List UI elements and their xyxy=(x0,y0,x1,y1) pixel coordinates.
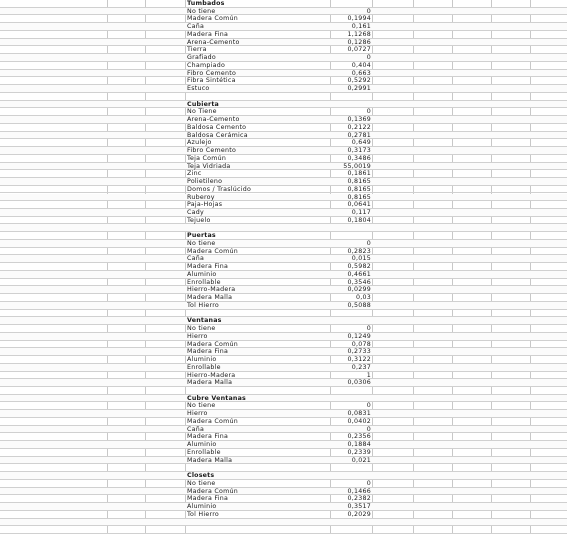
category-label-cell[interactable]: Madera Malla xyxy=(187,456,233,464)
section-header-row[interactable] xyxy=(0,101,567,109)
table-row[interactable] xyxy=(0,488,567,496)
category-label-cell[interactable]: Madera Malla xyxy=(187,379,233,387)
category-label-cell[interactable]: Madera Común xyxy=(187,340,238,348)
table-row[interactable] xyxy=(0,511,567,519)
table-row[interactable] xyxy=(0,116,567,124)
table-row[interactable] xyxy=(0,217,567,225)
coefficient-value-cell[interactable]: 0,3122 xyxy=(347,356,371,364)
coefficient-value-cell[interactable]: 0,8165 xyxy=(347,193,371,201)
coefficient-value-cell[interactable]: 0,078 xyxy=(351,340,371,348)
table-row[interactable] xyxy=(0,457,567,465)
empty-row[interactable] xyxy=(0,310,567,318)
coefficient-value-cell[interactable]: 0 xyxy=(366,325,371,333)
category-label-cell[interactable]: Enrollable xyxy=(187,363,221,371)
table-row[interactable] xyxy=(0,201,567,209)
coefficient-value-cell[interactable]: 0,3517 xyxy=(347,503,371,511)
category-label-cell[interactable]: Aluminio xyxy=(187,356,217,364)
category-label-cell[interactable]: Hierro xyxy=(187,332,208,340)
coefficient-value-cell[interactable]: 0 xyxy=(366,54,371,62)
coefficient-value-cell[interactable]: 0,161 xyxy=(351,23,371,31)
table-row[interactable] xyxy=(0,279,567,287)
coefficient-value-cell[interactable]: 0,5982 xyxy=(347,263,371,271)
table-row[interactable] xyxy=(0,356,567,364)
coefficient-value-cell[interactable]: 0,0299 xyxy=(347,286,371,294)
coefficient-value-cell[interactable]: 0,2339 xyxy=(347,448,371,456)
table-row[interactable] xyxy=(0,178,567,186)
table-row[interactable] xyxy=(0,495,567,503)
category-label-cell[interactable]: Ruberoy xyxy=(187,193,215,201)
category-label-cell[interactable]: No tiene xyxy=(187,7,216,15)
category-label-cell[interactable]: Teja Común xyxy=(187,154,227,162)
coefficient-value-cell[interactable]: 0,2356 xyxy=(347,433,371,441)
table-row[interactable] xyxy=(0,15,567,23)
coefficient-value-cell[interactable]: 0,1466 xyxy=(347,487,371,495)
section-title-cell[interactable]: Tumbados xyxy=(187,0,225,7)
category-label-cell[interactable]: Aluminio xyxy=(187,503,217,511)
table-row[interactable] xyxy=(0,147,567,155)
category-label-cell[interactable]: Madera Común xyxy=(187,487,238,495)
category-label-cell[interactable]: No tiene xyxy=(187,239,216,247)
table-row[interactable] xyxy=(0,54,567,62)
category-label-cell[interactable]: No tiene xyxy=(187,325,216,333)
table-row[interactable] xyxy=(0,170,567,178)
category-label-cell[interactable]: Fibro Cemento xyxy=(187,147,237,155)
table-row[interactable] xyxy=(0,23,567,31)
coefficient-value-cell[interactable]: 0 xyxy=(366,479,371,487)
category-label-cell[interactable]: Domos / Traslúcido xyxy=(187,185,252,193)
category-label-cell[interactable]: Madera Común xyxy=(187,247,238,255)
section-title-cell[interactable]: Ventanas xyxy=(187,317,222,325)
table-row[interactable] xyxy=(0,379,567,387)
coefficient-value-cell[interactable]: 0,0831 xyxy=(347,410,371,418)
table-row[interactable] xyxy=(0,46,567,54)
table-row[interactable] xyxy=(0,132,567,140)
category-label-cell[interactable]: Hierro-Madera xyxy=(187,371,236,379)
category-label-cell[interactable]: Fibro Cemento xyxy=(187,69,237,77)
category-label-cell[interactable]: Zinc xyxy=(187,170,202,178)
table-row[interactable] xyxy=(0,372,567,380)
coefficient-value-cell[interactable]: 0,0402 xyxy=(347,417,371,425)
coefficient-value-cell[interactable]: 0,1884 xyxy=(347,441,371,449)
table-row[interactable] xyxy=(0,402,567,410)
category-label-cell[interactable]: Polietileno xyxy=(187,178,223,186)
coefficient-value-cell[interactable]: 0,4661 xyxy=(347,270,371,278)
category-label-cell[interactable]: Tol Hierro xyxy=(187,510,220,518)
category-label-cell[interactable]: Grafiado xyxy=(187,54,217,62)
category-label-cell[interactable]: Madera Malla xyxy=(187,294,233,302)
category-label-cell[interactable]: Madera Fina xyxy=(187,263,229,271)
section-title-cell[interactable]: Puertas xyxy=(187,232,216,240)
coefficient-value-cell[interactable]: 1 xyxy=(366,371,371,379)
table-row[interactable] xyxy=(0,8,567,16)
category-label-cell[interactable]: Aluminio xyxy=(187,441,217,449)
table-row[interactable] xyxy=(0,286,567,294)
section-header-row[interactable] xyxy=(0,232,567,240)
table-row[interactable] xyxy=(0,62,567,70)
category-label-cell[interactable]: Madera Común xyxy=(187,417,238,425)
table-row[interactable] xyxy=(0,433,567,441)
table-row[interactable] xyxy=(0,418,567,426)
coefficient-value-cell[interactable]: 0,015 xyxy=(351,255,371,263)
coefficient-value-cell[interactable]: 0,1249 xyxy=(347,332,371,340)
table-row[interactable] xyxy=(0,77,567,85)
coefficient-value-cell[interactable]: 0,03 xyxy=(355,294,371,302)
table-row[interactable] xyxy=(0,155,567,163)
empty-row[interactable] xyxy=(0,93,567,101)
category-label-cell[interactable]: Hierro xyxy=(187,410,208,418)
coefficient-value-cell[interactable]: 0,2991 xyxy=(347,85,371,93)
table-row[interactable] xyxy=(0,410,567,418)
category-label-cell[interactable]: Estuco xyxy=(187,85,210,93)
category-label-cell[interactable]: Baldosa Cemento xyxy=(187,123,247,131)
coefficient-value-cell[interactable]: 0,2781 xyxy=(347,131,371,139)
category-label-cell[interactable]: Enrollable xyxy=(187,278,221,286)
coefficient-value-cell[interactable]: 0,2029 xyxy=(347,510,371,518)
category-label-cell[interactable]: Teja Vidriada xyxy=(187,162,231,170)
category-label-cell[interactable]: Hierro-Madera xyxy=(187,286,236,294)
category-label-cell[interactable]: Madera Común xyxy=(187,15,238,23)
section-header-row[interactable] xyxy=(0,317,567,325)
empty-row[interactable] xyxy=(0,224,567,232)
table-row[interactable] xyxy=(0,271,567,279)
table-row[interactable] xyxy=(0,480,567,488)
table-row[interactable] xyxy=(0,186,567,194)
table-row[interactable] xyxy=(0,333,567,341)
table-row[interactable] xyxy=(0,441,567,449)
section-header-row[interactable] xyxy=(0,395,567,403)
category-label-cell[interactable]: Arena-Cemento xyxy=(187,116,240,124)
coefficient-value-cell[interactable]: 0,0306 xyxy=(347,379,371,387)
coefficient-value-cell[interactable]: 1,1268 xyxy=(347,30,371,38)
coefficient-value-cell[interactable]: 0 xyxy=(366,108,371,116)
coefficient-value-cell[interactable]: 0,3173 xyxy=(347,147,371,155)
coefficient-value-cell[interactable]: 0 xyxy=(366,7,371,15)
category-label-cell[interactable]: Fibra Sintética xyxy=(187,77,236,85)
category-label-cell[interactable]: Champiado xyxy=(187,61,226,69)
coefficient-value-cell[interactable]: 0,0727 xyxy=(347,46,371,54)
table-row[interactable] xyxy=(0,255,567,263)
coefficient-value-cell[interactable]: 0 xyxy=(366,425,371,433)
coefficient-value-cell[interactable]: 55,0019 xyxy=(343,162,371,170)
table-row[interactable] xyxy=(0,294,567,302)
section-header-row[interactable] xyxy=(0,0,567,8)
table-row[interactable] xyxy=(0,341,567,349)
coefficient-value-cell[interactable]: 0,1861 xyxy=(347,170,371,178)
coefficient-value-cell[interactable]: 0,237 xyxy=(351,363,371,371)
coefficient-value-cell[interactable]: 0,1369 xyxy=(347,116,371,124)
category-label-cell[interactable]: Tol Hierro xyxy=(187,301,220,309)
coefficient-value-cell[interactable]: 0,8165 xyxy=(347,178,371,186)
coefficient-value-cell[interactable]: 0,1804 xyxy=(347,216,371,224)
coefficient-value-cell[interactable]: 0,2823 xyxy=(347,247,371,255)
table-row[interactable] xyxy=(0,248,567,256)
category-label-cell[interactable]: Caña xyxy=(187,23,205,31)
category-label-cell[interactable]: Caña xyxy=(187,255,205,263)
empty-row[interactable] xyxy=(0,519,567,527)
category-label-cell[interactable]: Madera Fina xyxy=(187,348,229,356)
category-label-cell[interactable]: Enrollable xyxy=(187,448,221,456)
category-label-cell[interactable]: Aluminio xyxy=(187,270,217,278)
coefficient-value-cell[interactable]: 0,117 xyxy=(351,208,371,216)
section-title-cell[interactable]: Cubre Ventanas xyxy=(187,394,247,402)
coefficient-value-cell[interactable]: 0,021 xyxy=(351,456,371,464)
table-row[interactable] xyxy=(0,263,567,271)
table-row[interactable] xyxy=(0,348,567,356)
table-row[interactable] xyxy=(0,163,567,171)
coefficient-value-cell[interactable]: 0,2382 xyxy=(347,495,371,503)
category-label-cell[interactable]: Paja-Hojas xyxy=(187,201,223,209)
coefficient-value-cell[interactable]: 0,3486 xyxy=(347,154,371,162)
table-row[interactable] xyxy=(0,31,567,39)
category-label-cell[interactable]: No tiene xyxy=(187,402,216,410)
coefficient-value-cell[interactable]: 0,649 xyxy=(351,139,371,147)
table-row[interactable] xyxy=(0,85,567,93)
category-label-cell[interactable]: No tiene xyxy=(187,479,216,487)
category-label-cell[interactable]: Madera Fina xyxy=(187,30,229,38)
coefficient-value-cell[interactable]: 0,2733 xyxy=(347,348,371,356)
table-row[interactable] xyxy=(0,194,567,202)
coefficient-value-cell[interactable]: 0,1994 xyxy=(347,15,371,23)
category-label-cell[interactable]: Cady xyxy=(187,208,204,216)
table-row[interactable] xyxy=(0,302,567,310)
category-label-cell[interactable]: Tierra xyxy=(187,46,207,54)
category-label-cell[interactable]: Madera Fina xyxy=(187,495,229,503)
coefficient-value-cell[interactable]: 0,3546 xyxy=(347,278,371,286)
empty-row[interactable] xyxy=(0,464,567,472)
coefficient-value-cell[interactable]: 0,5292 xyxy=(347,77,371,85)
table-row[interactable] xyxy=(0,70,567,78)
coefficient-value-cell[interactable]: 0 xyxy=(366,402,371,410)
table-row[interactable] xyxy=(0,503,567,511)
coefficient-value-cell[interactable]: 0,8165 xyxy=(347,185,371,193)
table-row[interactable] xyxy=(0,108,567,116)
table-row[interactable] xyxy=(0,364,567,372)
coefficient-value-cell[interactable]: 0,663 xyxy=(351,69,371,77)
category-label-cell[interactable]: No Tiene xyxy=(187,108,217,116)
table-row[interactable] xyxy=(0,325,567,333)
table-row[interactable] xyxy=(0,139,567,147)
empty-row[interactable] xyxy=(0,387,567,395)
table-row[interactable] xyxy=(0,209,567,217)
category-label-cell[interactable]: Azulejo xyxy=(187,139,212,147)
category-label-cell[interactable]: Caña xyxy=(187,425,205,433)
table-row[interactable] xyxy=(0,449,567,457)
table-row[interactable] xyxy=(0,124,567,132)
category-label-cell[interactable]: Baldosa Cerámica xyxy=(187,131,248,139)
category-label-cell[interactable]: Tejuelo xyxy=(187,216,211,224)
category-label-cell[interactable]: Arena-Cemento xyxy=(187,38,240,46)
category-label-cell[interactable]: Madera Fina xyxy=(187,433,229,441)
table-row[interactable] xyxy=(0,426,567,434)
coefficient-value-cell[interactable]: 0 xyxy=(366,239,371,247)
table-row[interactable] xyxy=(0,240,567,248)
section-header-row[interactable] xyxy=(0,472,567,480)
section-title-cell[interactable]: Closets xyxy=(187,472,215,480)
coefficient-value-cell[interactable]: 0,2122 xyxy=(347,123,371,131)
coefficient-value-cell[interactable]: 0,0641 xyxy=(347,201,371,209)
coefficient-value-cell[interactable]: 0,1286 xyxy=(347,38,371,46)
coefficient-value-cell[interactable]: 0,5088 xyxy=(347,301,371,309)
coefficient-value-cell[interactable]: 0,404 xyxy=(351,61,371,69)
table-row[interactable] xyxy=(0,39,567,47)
section-title-cell[interactable]: Cubierta xyxy=(187,100,220,108)
